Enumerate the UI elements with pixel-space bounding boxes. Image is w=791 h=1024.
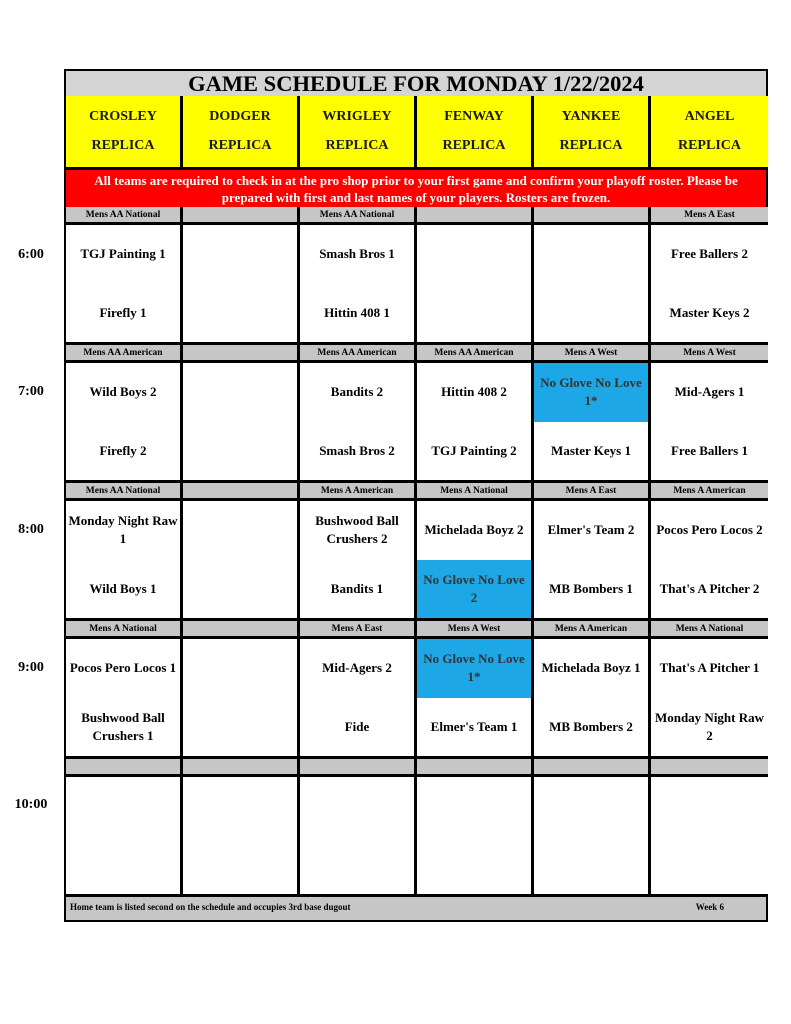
time-label: 8:00 — [18, 522, 44, 537]
division-label: Mens AA American — [66, 345, 183, 363]
team-top: Michelada Boyz 2 — [424, 522, 524, 538]
team-bottom: MB Bombers 2 — [549, 718, 633, 734]
footer-bar — [66, 897, 766, 920]
team-top: Wild Boys 2 — [89, 384, 157, 400]
field-header-crosley — [66, 96, 183, 170]
team-bottom: Elmer's Team 1 — [430, 718, 518, 734]
division-label — [534, 207, 651, 225]
time-label: 9:00 — [18, 660, 44, 675]
division-label: Mens A West — [417, 621, 534, 639]
team-top: Bandits 2 — [330, 384, 384, 400]
team-top — [183, 501, 297, 560]
team-top — [183, 639, 297, 698]
team-top — [183, 225, 297, 284]
field-name: ANGEL — [684, 108, 735, 124]
game-cell — [417, 639, 534, 759]
game-cell — [651, 639, 768, 759]
game-cell — [300, 225, 417, 345]
field-name: WRIGLEY — [322, 108, 392, 124]
field-sub: REPLICA — [442, 138, 506, 154]
division-label — [183, 207, 300, 225]
team-bottom: Smash Bros 2 — [319, 442, 395, 458]
team-top: Michelada Boyz 1 — [541, 660, 641, 676]
division-label: Mens AA American — [300, 345, 417, 363]
game-cell — [300, 501, 417, 621]
game-cell — [534, 225, 651, 345]
spacer-cell — [66, 759, 183, 777]
team-top: Mid-Agers 1 — [674, 384, 745, 400]
game-cell — [417, 225, 534, 345]
team-bottom: Monday Night Raw 2 — [654, 709, 765, 743]
game-cell — [651, 363, 768, 483]
team-top — [183, 363, 297, 422]
field-sub: REPLICA — [325, 138, 389, 154]
team-top: Hittin 408 2 — [441, 384, 507, 400]
division-label: Mens A East — [534, 483, 651, 501]
field-header-dodger — [183, 96, 300, 170]
time-label: 7:00 — [18, 384, 44, 399]
team-top: Pocos Pero Locos 2 — [656, 522, 763, 538]
field-name: CROSLEY — [89, 108, 157, 124]
team-top: Monday Night Raw 1 — [68, 513, 178, 547]
team-bottom: Wild Boys 1 — [89, 580, 157, 596]
team-top: Smash Bros 1 — [319, 246, 395, 262]
team-bottom: No Glove No Love 2 — [417, 560, 531, 619]
field-sub: REPLICA — [559, 138, 623, 154]
spacer-cell — [651, 759, 768, 777]
empty-game-cell — [534, 777, 651, 897]
game-cell — [183, 501, 300, 621]
team-bottom: Bushwood Ball Crushers 1 — [81, 709, 165, 743]
team-bottom: That's A Pitcher 2 — [659, 580, 760, 596]
field-name: DODGER — [209, 108, 271, 124]
empty-game-cell — [183, 777, 300, 897]
division-label — [183, 483, 300, 501]
game-cell — [66, 225, 183, 345]
team-top: Bushwood Ball Crushers 2 — [315, 513, 399, 547]
team-top: Pocos Pero Locos 1 — [69, 660, 177, 676]
field-sub: REPLICA — [677, 138, 741, 154]
game-cell — [417, 501, 534, 621]
team-top: No Glove No Love 1* — [417, 639, 531, 698]
team-bottom: Firefly 1 — [99, 304, 147, 320]
empty-game-cell — [651, 777, 768, 897]
empty-game-cell — [417, 777, 534, 897]
field-sub: REPLICA — [208, 138, 272, 154]
time-label: 10:00 — [14, 797, 48, 812]
division-label: Mens A National — [66, 621, 183, 639]
division-label: Mens A East — [300, 621, 417, 639]
team-top: TGJ Painting 1 — [80, 246, 166, 262]
empty-game-cell — [66, 777, 183, 897]
field-name: FENWAY — [444, 108, 504, 124]
team-bottom: Fide — [344, 718, 370, 734]
game-cell — [300, 639, 417, 759]
field-header-fenway — [417, 96, 534, 170]
team-bottom — [534, 284, 648, 343]
division-label: Mens A West — [651, 345, 768, 363]
field-header-yankee — [534, 96, 651, 170]
division-label: Mens A American — [300, 483, 417, 501]
checkin-notice: All teams are required to check in at the pro shop prior to your first game and confirm your playoff roster. Please be prepared with first and last names of your players. Rosters are frozen. — [66, 170, 766, 210]
spacer-cell — [300, 759, 417, 777]
schedule-table — [64, 69, 768, 922]
game-cell — [651, 501, 768, 621]
team-bottom: Firefly 2 — [99, 442, 147, 458]
team-top: That's A Pitcher 1 — [659, 660, 760, 676]
field-name: YANKEE — [561, 108, 621, 124]
time-label: 6:00 — [18, 247, 44, 262]
team-top — [417, 225, 531, 284]
game-cell — [300, 363, 417, 483]
spacer-cell — [417, 759, 534, 777]
team-top: No Glove No Love 1* — [534, 363, 648, 422]
team-bottom: Free Ballers 1 — [670, 442, 748, 458]
game-cell — [66, 363, 183, 483]
team-bottom — [417, 284, 531, 343]
game-cell — [534, 363, 651, 483]
game-cell — [183, 639, 300, 759]
division-label — [417, 207, 534, 225]
division-label: Mens A East — [651, 207, 768, 225]
team-bottom — [183, 422, 297, 481]
division-label: Mens A American — [534, 621, 651, 639]
team-bottom: TGJ Painting 2 — [431, 442, 517, 458]
field-header-wrigley — [300, 96, 417, 170]
team-bottom: Hittin 408 1 — [324, 304, 390, 320]
game-cell — [417, 363, 534, 483]
division-label — [183, 621, 300, 639]
field-header-angel — [651, 96, 768, 170]
team-bottom — [183, 698, 297, 757]
division-label: Mens AA American — [417, 345, 534, 363]
game-cell — [66, 639, 183, 759]
team-bottom — [183, 560, 297, 619]
game-cell — [183, 363, 300, 483]
game-cell — [66, 501, 183, 621]
spacer-cell — [534, 759, 651, 777]
schedule-title: GAME SCHEDULE FOR MONDAY 1/22/2024 — [66, 71, 766, 98]
game-cell — [534, 639, 651, 759]
team-top: Elmer's Team 2 — [547, 522, 635, 538]
week-label: Week 6 — [695, 902, 724, 912]
spacer-cell — [183, 759, 300, 777]
game-cell — [651, 225, 768, 345]
division-label: Mens A American — [651, 483, 768, 501]
field-sub: REPLICA — [91, 138, 155, 154]
division-label — [183, 345, 300, 363]
team-bottom: MB Bombers 1 — [549, 580, 633, 596]
team-bottom — [183, 284, 297, 343]
team-top — [534, 225, 648, 284]
division-label: Mens AA National — [66, 483, 183, 501]
home-team-note: Home team is listed second on the schedule and occupies 3rd base dugout — [70, 902, 351, 912]
empty-game-cell — [300, 777, 417, 897]
team-bottom: Master Keys 1 — [551, 442, 631, 458]
team-top: Free Ballers 2 — [670, 246, 748, 262]
division-label: Mens AA National — [300, 207, 417, 225]
team-top: Mid-Agers 2 — [322, 660, 392, 676]
division-label: Mens A National — [417, 483, 534, 501]
division-label: Mens A National — [651, 621, 768, 639]
division-label: Mens AA National — [66, 207, 183, 225]
game-cell — [183, 225, 300, 345]
team-bottom: Bandits 1 — [330, 580, 384, 596]
game-cell — [534, 501, 651, 621]
division-label: Mens A West — [534, 345, 651, 363]
team-bottom: Master Keys 2 — [669, 304, 750, 320]
